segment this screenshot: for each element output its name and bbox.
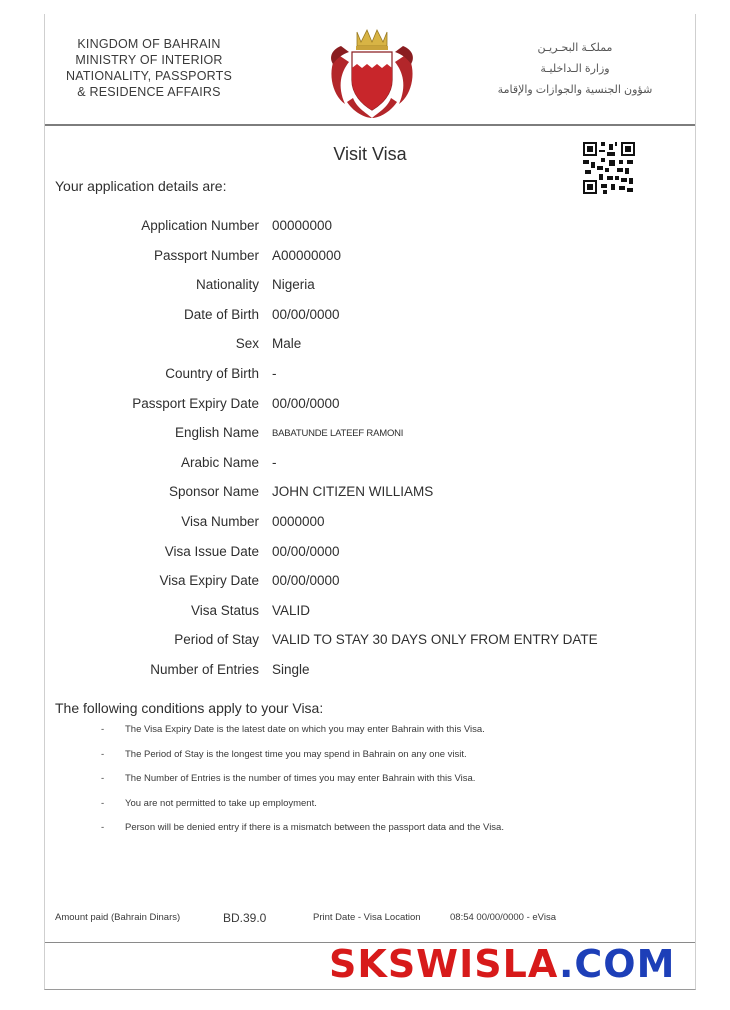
- detail-value: VALID TO STAY 30 DAYS ONLY FROM ENTRY DATE: [272, 632, 598, 648]
- watermark-suffix: .COM: [558, 942, 676, 986]
- detail-row: [45, 662, 695, 682]
- condition-item: [101, 749, 671, 774]
- detail-row: [45, 514, 695, 534]
- detail-row: [45, 366, 695, 386]
- detail-label: Visa Issue Date: [164, 543, 259, 559]
- detail-label: Date of Birth: [183, 306, 259, 322]
- header-en-line: & RESIDENCE AFFAIRS: [77, 85, 221, 99]
- detail-row: [45, 307, 695, 327]
- detail-value: BABATUNDE LATEEF RAMONI: [272, 428, 404, 440]
- condition-item: [101, 724, 671, 749]
- detail-row: [45, 425, 695, 445]
- detail-value: -: [272, 366, 277, 381]
- detail-value: -: [272, 454, 277, 470]
- condition-bullet: -: [101, 822, 105, 833]
- detail-value: Nigeria: [272, 277, 315, 293]
- detail-row: [45, 484, 695, 504]
- condition-bullet: -: [101, 773, 105, 784]
- header-ar-line: مملكـة البحـريـن: [537, 42, 613, 54]
- condition-item: [101, 822, 671, 847]
- detail-row: [45, 573, 695, 593]
- detail-label: Visa Number: [181, 514, 259, 529]
- condition-bullet: -: [101, 748, 105, 760]
- conditions-list: [101, 724, 671, 847]
- detail-label: Visa Status: [190, 602, 259, 618]
- condition-bullet: -: [101, 724, 105, 735]
- detail-value: JOHN CITIZEN WILLIAMS: [272, 484, 434, 500]
- application-intro: Your application details are:: [55, 178, 227, 194]
- header-en-line: MINISTRY OF INTERIOR: [75, 53, 223, 67]
- detail-label: Nationality: [195, 277, 259, 293]
- detail-row: [45, 277, 695, 297]
- detail-label: Passport Number: [153, 247, 259, 263]
- condition-text: The Number of Entries is the number of times you may enter Bahrain with this Visa.: [125, 773, 476, 784]
- condition-text: Person will be denied entry if there is a mismatch between the passport data and the Visa.: [125, 822, 504, 833]
- detail-value: 00/00/0000: [272, 395, 340, 411]
- ministry-name-arabic: [475, 38, 675, 101]
- detail-row: [45, 455, 695, 475]
- print-date-value: 08:54 00/00/0000 - eVisa: [450, 912, 556, 923]
- detail-value: 00/00/0000: [272, 306, 340, 322]
- condition-bullet: -: [101, 797, 105, 809]
- document-title: Visit Visa: [333, 144, 407, 164]
- detail-label: Arabic Name: [180, 454, 259, 470]
- header-ar-line: وزارة الـداخليـة: [540, 63, 610, 75]
- detail-row: [45, 218, 695, 238]
- detail-label: Application Number: [141, 218, 259, 233]
- condition-text: You are not permitted to take up employment.: [125, 797, 317, 809]
- document-header: [45, 14, 695, 126]
- detail-label: Number of Entries: [150, 662, 259, 677]
- amount-value: BD.39.0: [223, 911, 267, 925]
- detail-row: [45, 544, 695, 564]
- condition-item: [101, 798, 671, 823]
- qr-code-icon: [583, 142, 635, 194]
- detail-label: English Name: [174, 425, 259, 441]
- detail-row: [45, 248, 695, 268]
- detail-row: [45, 396, 695, 416]
- detail-value: 00/00/0000: [272, 573, 340, 589]
- detail-value: Male: [272, 336, 302, 352]
- bahrain-coat-of-arms-icon: [327, 24, 417, 120]
- detail-row: [45, 632, 695, 652]
- watermark-main: SKSWISLA: [329, 942, 559, 986]
- detail-value: 00/00/0000: [272, 543, 340, 559]
- detail-label: Passport Expiry Date: [132, 395, 259, 411]
- detail-value: 00000000: [272, 218, 333, 233]
- condition-text: The Period of Stay is the longest time you may spend in Bahrain on any one visit.: [125, 748, 467, 760]
- header-en-line: NATIONALITY, PASSPORTS: [65, 69, 233, 83]
- header-ar-line: شؤون الجنسية والجوازات والإقامة: [497, 84, 653, 96]
- watermark: [329, 942, 675, 986]
- header-en-line: KINGDOM OF BAHRAIN: [77, 37, 221, 51]
- detail-value: 0000000: [272, 514, 325, 529]
- condition-text: The Visa Expiry Date is the latest date on which you may enter Bahrain with this Visa.: [125, 724, 485, 735]
- detail-value: A00000000: [272, 247, 342, 263]
- detail-row: [45, 336, 695, 356]
- visa-document: [44, 14, 696, 990]
- detail-label: Sponsor Name: [168, 484, 259, 500]
- ministry-name-english: [59, 36, 239, 100]
- detail-label: Sex: [235, 336, 259, 352]
- detail-label: Visa Expiry Date: [159, 573, 259, 589]
- detail-value: VALID: [272, 602, 311, 618]
- detail-label: Country of Birth: [165, 366, 259, 381]
- condition-item: [101, 773, 671, 798]
- detail-row: [45, 603, 695, 623]
- detail-value: Single: [272, 662, 310, 677]
- print-date-label: Print Date - Visa Location: [313, 912, 421, 923]
- amount-label: Amount paid (Bahrain Dinars): [55, 912, 181, 923]
- detail-label: Period of Stay: [174, 632, 259, 648]
- conditions-title: The following conditions apply to your Visa:: [55, 700, 324, 716]
